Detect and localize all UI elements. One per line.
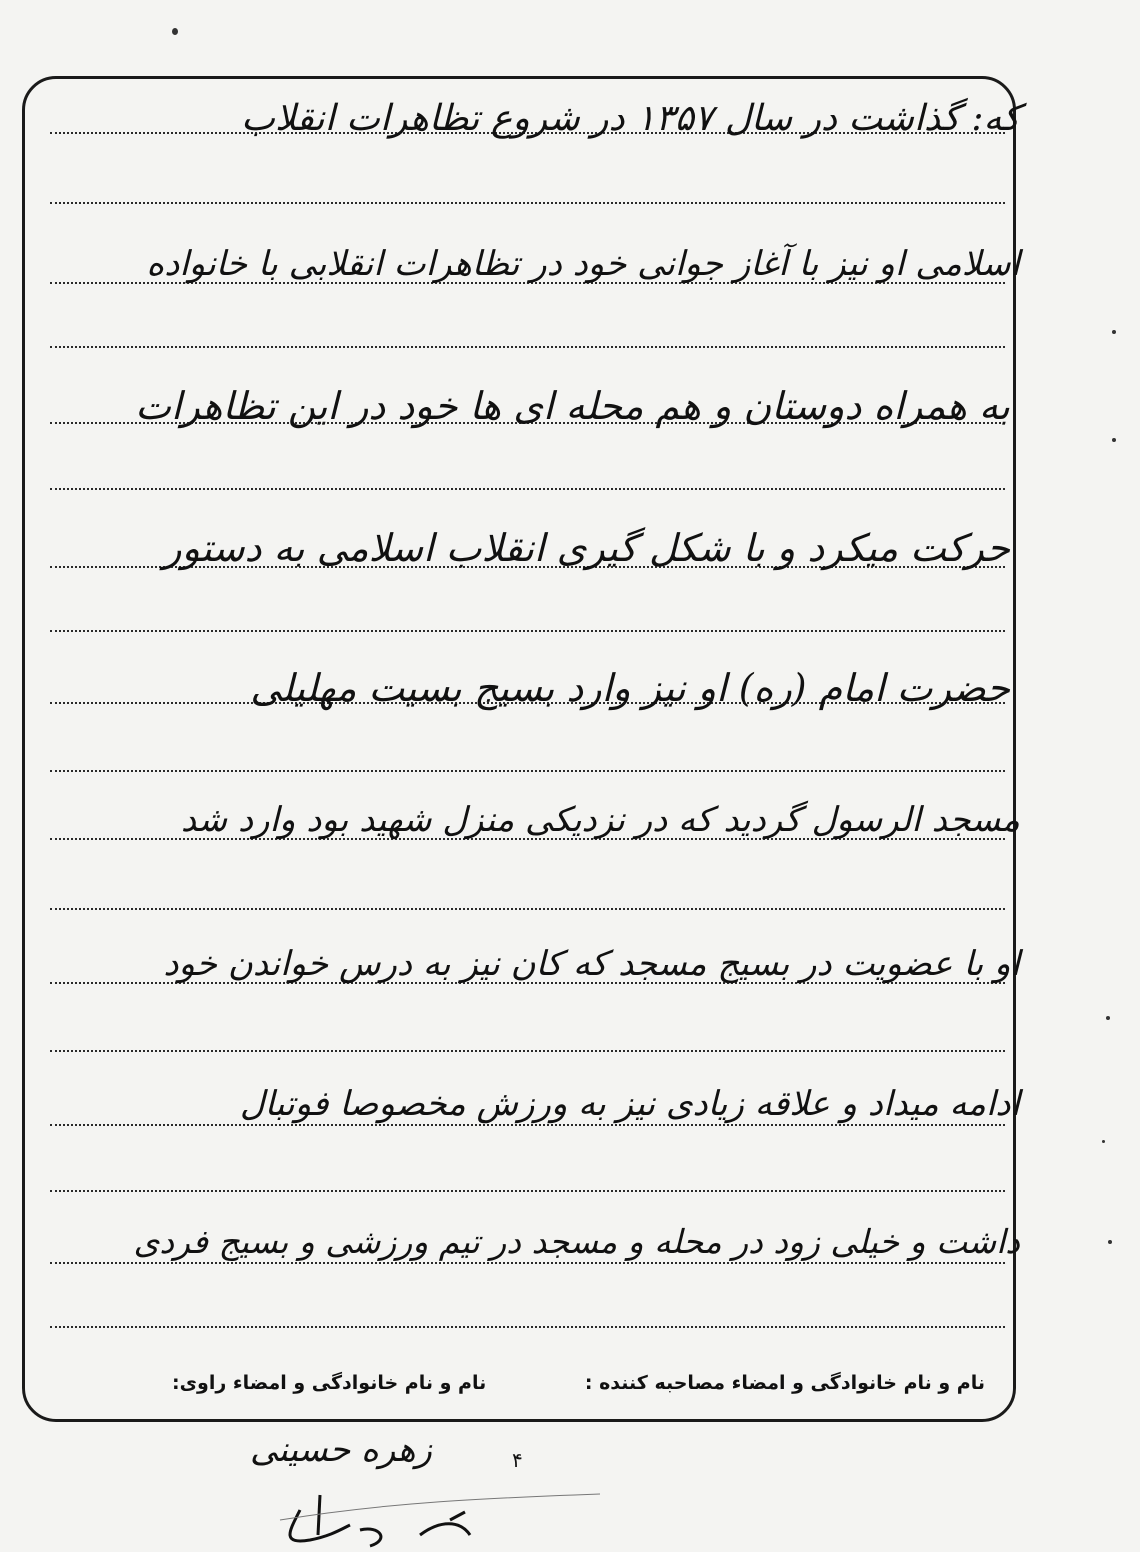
interviewer-signature-label: نام و نام خانوادگی و امضاء مصاحبه کننده :	[584, 1372, 985, 1394]
ruled-line	[50, 488, 1005, 490]
ruled-line	[50, 1262, 1005, 1264]
scan-speck	[1106, 1016, 1110, 1020]
page-number: ۴	[512, 1448, 523, 1472]
handwritten-line-4: حرکت میکرد و با شکل گیری انقلاب اسلامی به دستور	[163, 526, 1010, 570]
handwritten-line-7: او با عضویت در بسیج مسجد که کان نیز به درس خواندن خود	[163, 944, 1020, 984]
handwritten-line-1: که: گذاشت در سال ۱۳۵۷ در شروع تظاهرات انقلاب	[241, 98, 1020, 139]
ruled-line	[50, 1326, 1005, 1328]
ruled-line	[50, 908, 1005, 910]
scan-speck	[1112, 438, 1116, 442]
handwritten-line-3: به همراه دوستان و هم محله ای ها خود در این تظاهرات	[135, 384, 1010, 428]
handwritten-line-5: حضرت امام (ره) او نیز وارد بسیج بسیت مهلیلی	[250, 666, 1010, 710]
signature-scribble	[270, 1490, 610, 1552]
ruled-line	[50, 346, 1005, 348]
ruled-line	[50, 770, 1005, 772]
ruled-line	[50, 1050, 1005, 1052]
scan-speck	[172, 28, 178, 35]
scan-speck	[1102, 1140, 1105, 1143]
ruled-line	[50, 202, 1005, 204]
handwritten-line-2: اسلامی او نیز با آغاز جوانی خود در تظاهرات انقلابی با خانواده	[146, 244, 1020, 284]
narrator-signature-name: زهره حسینی	[250, 1430, 432, 1470]
scan-speck	[1108, 1240, 1112, 1244]
handwritten-line-6: مسجد الرسول گردید که در نزدیکی منزل شهید بود وارد شد	[180, 800, 1020, 840]
handwritten-line-8: ادامه میداد و علاقه زیادی نیز به ورزش مخصوصا فوتبال	[239, 1084, 1020, 1124]
handwritten-line-9: داشت و خیلی زود در محله و مسجد در تیم ورزشی و بسیج فردی	[133, 1222, 1020, 1261]
ruled-line	[50, 630, 1005, 632]
ruled-line	[50, 1190, 1005, 1192]
ruled-line	[50, 1124, 1005, 1126]
narrator-signature-label: نام و نام خانوادگی و امضاء راوی:	[172, 1372, 487, 1394]
scan-speck	[1112, 330, 1116, 334]
